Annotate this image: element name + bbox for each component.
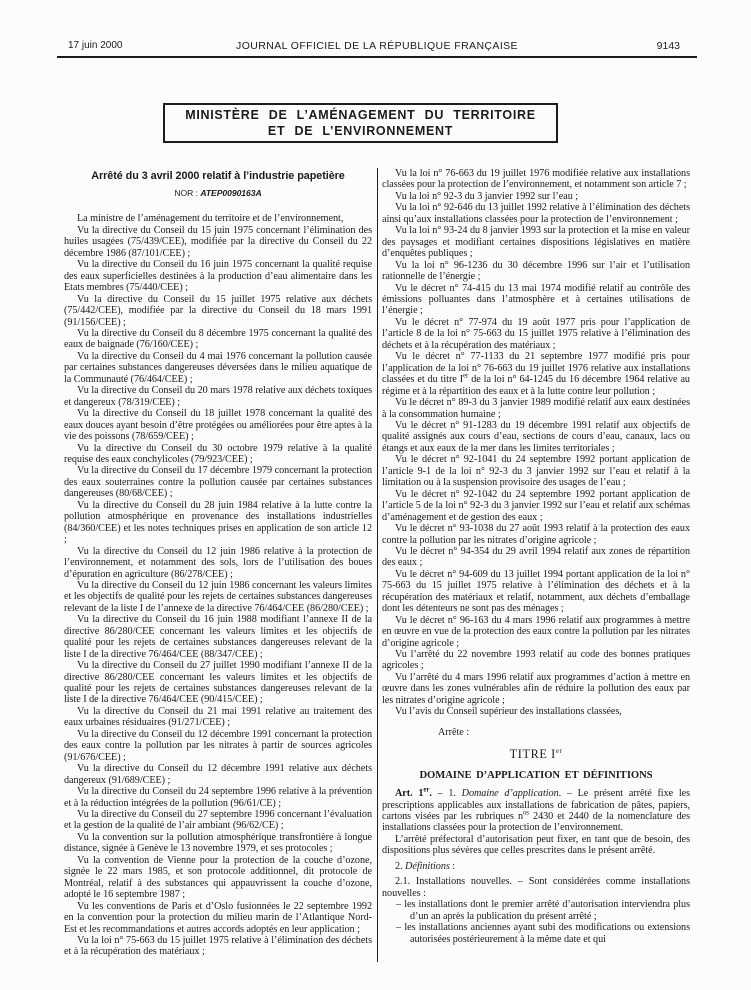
- paragraph: Vu la directive du Conseil du 8 décembre 1975 concernant la qualité des eaux de baignade (76/160/CEE) ;: [64, 327, 372, 351]
- list-item: – les installations dont le premier arrêté d’autorisation interviendra plus d’un an après la publication du présent arrêté ;: [396, 899, 690, 922]
- column-divider: [377, 168, 378, 962]
- paragraph: Vu la directive du Conseil du 12 décembre 1991 concernant la protection des eaux contre la pollution par les nitrates à partir de sources agricoles (91/676/CEE) ;: [64, 728, 372, 763]
- article-title: Arrêté du 3 avril 2000 relatif à l’industrie papetière: [91, 170, 345, 182]
- header-page-number: 9143: [656, 40, 680, 52]
- paragraph: Vu la directive du Conseil du 12 décembre 1991 relative aux déchets dangereux (91/689/CEE) ;: [64, 763, 372, 786]
- paragraph: Vu la directive du Conseil du 16 juin 1988 modifiant l’annexe II de la directive 86/280/CEE concernant les valeurs limites et les objectifs de qualité pour les rejets de certaines substances dangereuses relevant de la liste I de la directive 76/464/CEE (88/347/CEE) ;: [64, 614, 372, 660]
- paragraph: Vu la directive du Conseil du 12 juin 1986 concernant les valeurs limites et les objectifs de qualité pour les rejets de certaines substances dangereuses relevant de la liste I de l’annexe de la directive 76/464/CEE (86/280/CEE) ;: [64, 579, 372, 614]
- paragraph: Vu la loi n° 96-1236 du 30 décembre 1996 sur l’air et l’utilisation rationnelle de l’énergie ;: [382, 259, 690, 283]
- paragraph: Vu la convention sur la pollution atmosphérique transfrontière à longue distance, signée à Genève le 13 novembre 1979, et ses protocoles ;: [64, 831, 372, 855]
- arrete-formula: Arrête :: [438, 726, 469, 738]
- paragraph: 2. Définitions :: [395, 860, 456, 872]
- right-column: [382, 168, 690, 976]
- paragraph: Vu la loi n° 92-3 du 3 janvier 1992 sur l’eau ;: [395, 190, 579, 202]
- paragraph: La ministre de l’aménagement du territoire et de l’environnement,: [77, 213, 344, 225]
- paragraph: Vu l’avis du Conseil supérieur des installations classées,: [395, 706, 622, 718]
- paragraph: Vu la directive du Conseil du 17 décembre 1979 concernant la protection des eaux souterraines contre la pollution causée par certaines substances dangereuses (80/68/CEE) ;: [64, 465, 372, 500]
- paragraph: Vu le décret n° 77-1133 du 21 septembre 1977 modifié pris pour l’application de la loi n° 76-663 du 19 juillet 1976 relative aux installations classées et du titre Ier de la loi n° 64-1245 du 16 décembre 1964 relative au régime et à la répartition des eaux et à la lutte contre leur pollution ;: [382, 351, 690, 397]
- article-paragraph: Art. 1er. – 1. Domaine d’application. – Le présent arrêté fixe les prescriptions applicables aux installations de fabrication de pâtes, papiers, cartons visées par les rubriques $n^{os}$ 2430 et 2440 de la nomenclature des installations classées pour la protection de l’environnement.: [382, 786, 690, 834]
- paragraph: L’arrêté préfectoral d’autorisation peut fixer, en tant que de besoin, des dispositions plus sévères que celles prescrites dans le présent arrêté.: [382, 833, 690, 857]
- paragraph: Vu le décret n° 94-609 du 13 juillet 1994 portant application de la loi n° 75-663 du 15 juillet 1975 relative à l’élimination des déchets et à la récupération des matériaux et relatif, notamment, aux déchets d’emballage dont les détenteurs ne sont pas des ménages ;: [382, 568, 690, 615]
- paragraph: Vu la directive du Conseil du 20 mars 1978 relative aux déchets toxiques et dangereux (78/319/CEE) ;: [64, 385, 372, 408]
- paragraph: Vu la loi n° 92-646 du 13 juillet 1992 relative à l’élimination des déchets ainsi qu’aux installations classées pour la protection de l’environnement ;: [382, 202, 690, 225]
- paragraph: Vu la directive du Conseil du 28 juin 1984 relative à la lutte contre la pollution atmosphérique en provenance des installations industrielles (84/360/CEE) et les notes techniques prises en application de son article 12 ;: [64, 499, 372, 546]
- header-journal-title: JOURNAL OFFICIEL DE LA RÉPUBLIQUE FRANÇAISE: [236, 40, 518, 52]
- paragraph: Vu le décret n° 92-1042 du 24 septembre 1992 portant application de l’article 5 de la loi n° 92-3 du 3 janvier 1992 sur l’eau et relatif aux schémas d’aménagement et de gestion des eaux ;: [382, 488, 690, 523]
- paragraph: Vu la directive du Conseil du 16 juin 1975 concernant la qualité requise des eaux superficielles destinées à la production d’eau alimentaire dans les Etats membres (75/440/CEE) ;: [64, 259, 372, 294]
- paragraph: Vu la directive du Conseil du 12 juin 1986 relative à la protection de l’environnement, et notamment des sols, lors de l’utilisation des boues d’épuration en agriculture (86/278/CEE) ;: [64, 545, 372, 580]
- header-date: 17 juin 2000: [68, 40, 123, 51]
- paragraph: Vu le décret n° 77-974 du 19 août 1977 pris pour l’application de l’article 8 de la loi n° 75-663 du 15 juillet 1975 relative à l’élimination des déchets et à la récupération des matériaux ;: [382, 316, 690, 351]
- paragraph: Vu l’arrêté du 22 novembre 1993 relatif au code des bonnes pratiques agricoles ;: [382, 649, 690, 672]
- paragraph: Vu l’arrêté du 4 mars 1996 relatif aux programmes d’action à mettre en œuvre dans les zones vulnérables afin de réduire la pollution des eaux par les nitrates d’origine agricole ;: [382, 671, 690, 706]
- titre-heading: TITRE Ier: [509, 747, 563, 762]
- paragraph: Vu la directive du Conseil du 27 juillet 1990 modifiant l’annexe II de la directive 86/280/CEE concernant les valeurs limites et les objectifs de qualité pour les rejets de certaines substances dangereuses relevant de la liste I de la directive 76/464/CEE (90/415/CEE) ;: [64, 660, 372, 706]
- header-rule: [57, 56, 697, 58]
- paragraph: Vu la directive du Conseil du 27 septembre 1996 concernant l’évaluation et la gestion de la qualité de l’air ambiant (96/62/CE) ;: [64, 809, 372, 832]
- ministry-box-line2: ET DE L’ENVIRONNEMENT: [267, 124, 454, 138]
- paragraph: Vu le décret n° 91-1283 du 19 décembre 1991 relatif aux objectifs de qualité assignés aux cours d’eau, sections de cours d’eau, canaux, lacs ou étangs et aux eaux de la mer dans les limites territoriales ;: [382, 419, 690, 454]
- paragraph: Vu la loi n° 93-24 du 8 janvier 1993 sur la protection et la mise en valeur des paysages et modifiant certaines dispositions législatives en matière d’enquêtes publiques ;: [382, 225, 690, 260]
- paragraph: Vu la loi n° 76-663 du 19 juillet 1976 modifiée relative aux installations classées pour la protection de l’environnement, et notamment son article 7 ;: [382, 168, 690, 191]
- paragraph: Vu le décret n° 74-415 du 13 mai 1974 modifié relatif au contrôle des émissions polluantes dans l’atmosphère et à certaines utilisations de l’énergie ;: [382, 282, 690, 317]
- paragraph: Vu la directive du Conseil du 21 mai 1991 relative au traitement des eaux urbaines résiduaires (91/271/CEE) ;: [64, 705, 372, 729]
- paragraph: Vu le décret n° 89-3 du 3 janvier 1989 modifié relatif aux eaux destinées à la consommation humaine ;: [382, 397, 690, 420]
- paragraph: Vu le décret n° 92-1041 du 24 septembre 1992 portant application de l’article 9-1 de la loi n° 92-3 du 3 janvier 1992 sur l’eau et relatif à la limitation ou à la suspension provisoire des usages de l’eau ;: [382, 454, 690, 489]
- paragraph: Vu les conventions de Paris et d’Oslo fusionnées le 22 septembre 1992 en la convention pour la protection du milieu marin de l’Atlantique Nord-Est et les recommandations et autres accords adoptés en leur application ;: [64, 900, 372, 935]
- list-item: – les installations anciennes ayant subi des modifications ou extensions autorisées postérieurement à la même date et qui: [396, 922, 690, 945]
- paragraph: Vu la directive du Conseil du 15 juin 1975 concernant l’élimination des huiles usagées (75/439/CEE), modifiée par la directive du Conseil du 22 décembre 1986 (87/101/CEE) ;: [64, 224, 372, 259]
- left-column: [64, 168, 372, 976]
- paragraph: Vu le décret n° 94-354 du 29 avril 1994 relatif aux zones de répartition des eaux ;: [382, 545, 690, 569]
- section-subtitle: DOMAINE D’APPLICATION ET DÉFINITIONS: [419, 769, 653, 781]
- paragraph: Vu la directive du Conseil du 4 mai 1976 concernant la pollution causée par certaines substances dangereuses déversées dans le milieu aquatique de la Communauté (76/464/CEE) ;: [64, 350, 372, 385]
- ministry-box-line1: MINISTÈRE DE L’AMÉNAGEMENT DU TERRITOIRE: [185, 108, 536, 122]
- paragraph: Vu le décret n° 96-163 du 4 mars 1996 relatif aux programmes à mettre en œuvre en vue de la protection des eaux contre la pollution par les nitrates d’origine agricole ;: [382, 614, 690, 649]
- paragraph: Vu le décret n° 93-1038 du 27 août 1993 relatif à la protection des eaux contre la pollution par les nitrates d’origine agricole ;: [382, 523, 690, 546]
- paragraph: Vu la convention de Vienne pour la protection de la couche d’ozone, signée le 22 mars 1985, et son protocole additionnel, dit protocole de Montréal, relatif à des substances qui appauvrissent la couche d’ozone, adopté le 16 septembre 1987 ;: [64, 854, 372, 901]
- paragraph: Vu la directive du Conseil du 30 octobre 1979 relative à la qualité requise des eaux conchylicoles (79/923/CEE) ;: [64, 442, 372, 465]
- paragraph: 2.1. Installations nouvelles. – Sont considérées comme installations nouvelles :: [382, 876, 690, 899]
- ministry-box: [163, 103, 558, 143]
- paragraph: Vu la directive du Conseil du 24 septembre 1996 relative à la prévention et à la réduction intégrées de la pollution (96/61/CE) ;: [64, 786, 372, 809]
- nor-line: NOR : ATEP0090163A: [174, 188, 262, 198]
- paragraph: Vu la directive du Conseil du 18 juillet 1978 concernant la qualité des eaux douces ayant besoin d’être protégées ou améliorées pour être aptes à la vie des poissons (78/659/CEE) ;: [64, 408, 372, 443]
- paragraph: Vu la loi n° 75-663 du 15 juillet 1975 relative à l’élimination des déchets et à la récupération des matériaux ;: [64, 935, 372, 958]
- paragraph: Vu la directive du Conseil du 15 juillet 1975 relative aux déchets (75/442/CEE), modifiée par la directive du Conseil du 18 mars 1991 (91/156/CEE) ;: [64, 293, 372, 328]
